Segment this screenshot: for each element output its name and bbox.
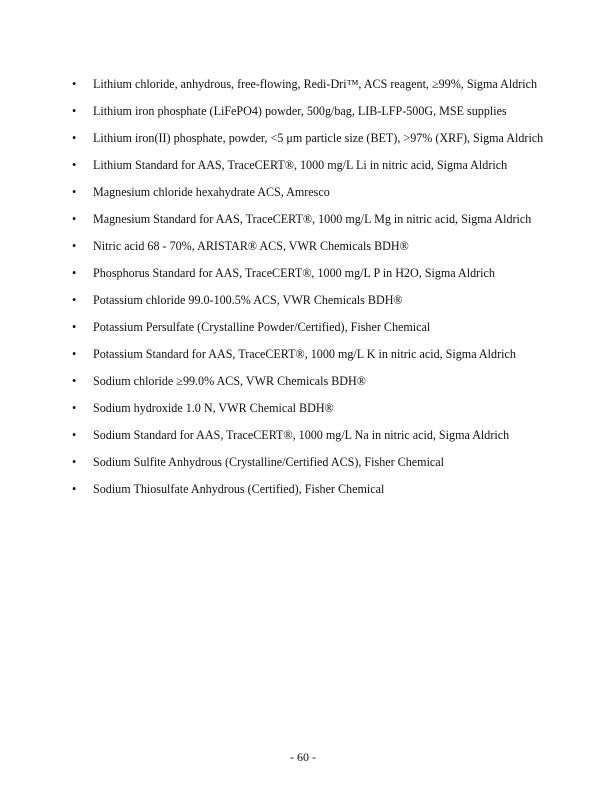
bullet-icon: • — [72, 266, 77, 280]
bullet-icon: • — [72, 212, 77, 226]
bullet-icon: • — [72, 104, 77, 118]
list-item-text: Lithium chloride, anhydrous, free-flowing, Redi-Dri™, ACS reagent, ≥99%, Sigma Aldrich — [93, 77, 538, 91]
page-number: - 60 - — [290, 750, 316, 764]
list-item-text: Magnesium Standard for AAS, TraceCERT®, 1000 mg/L Mg in nitric acid, Sigma Aldrich — [93, 212, 532, 226]
bullet-icon: • — [72, 131, 77, 145]
list-item-text: Lithium Standard for AAS, TraceCERT®, 1000 mg/L Li in nitric acid, Sigma Aldrich — [93, 158, 508, 172]
bullet-icon: • — [72, 158, 77, 172]
bullet-icon: • — [72, 401, 77, 415]
bullet-icon: • — [72, 185, 77, 199]
list-item-text: Nitric acid 68 - 70%, ARISTAR® ACS, VWR Chemicals BDH® — [93, 239, 409, 253]
list-item-text: Potassium chloride 99.0-100.5% ACS, VWR Chemicals BDH® — [93, 293, 403, 307]
list-item-text: Sodium Standard for AAS, TraceCERT®, 1000 mg/L Na in nitric acid, Sigma Aldrich — [93, 428, 510, 442]
list-item-text: Sodium chloride ≥99.0% ACS, VWR Chemicals BDH® — [93, 374, 366, 388]
list-item-text: Lithium iron(II) phosphate, powder, <5 μm particle size (BET), >97% (XRF), Sigma Aldrich — [93, 131, 544, 145]
bullet-icon: • — [72, 482, 77, 496]
bullet-icon: • — [72, 455, 77, 469]
bullet-icon: • — [72, 239, 77, 253]
list-item-text: Sodium hydroxide 1.0 N, VWR Chemical BDH® — [93, 401, 334, 415]
bullet-icon: • — [72, 320, 77, 334]
list-item-text: Potassium Standard for AAS, TraceCERT®, 1000 mg/L K in nitric acid, Sigma Aldrich — [93, 347, 516, 361]
list-item-text: Phosphorus Standard for AAS, TraceCERT®, 1000 mg/L P in H2O, Sigma Aldrich — [93, 266, 495, 280]
list-item-text: Potassium Persulfate (Crystalline Powder/Certified), Fisher Chemical — [93, 320, 431, 334]
bullet-icon: • — [72, 347, 77, 361]
bullet-icon: • — [72, 374, 77, 388]
bullet-icon: • — [72, 293, 77, 307]
bullet-icon: • — [72, 77, 77, 91]
list-item-text: Magnesium chloride hexahydrate ACS, Amresco — [93, 185, 330, 199]
list-item-text: Lithium iron phosphate (LiFePO4) powder, 500g/bag, LIB-LFP-500G, MSE supplies — [93, 104, 507, 118]
list-item-text: Sodium Thiosulfate Anhydrous (Certified), Fisher Chemical — [93, 482, 385, 496]
bullet-icon: • — [72, 428, 77, 442]
list-item-text: Sodium Sulfite Anhydrous (Crystalline/Certified ACS), Fisher Chemical — [93, 455, 445, 469]
